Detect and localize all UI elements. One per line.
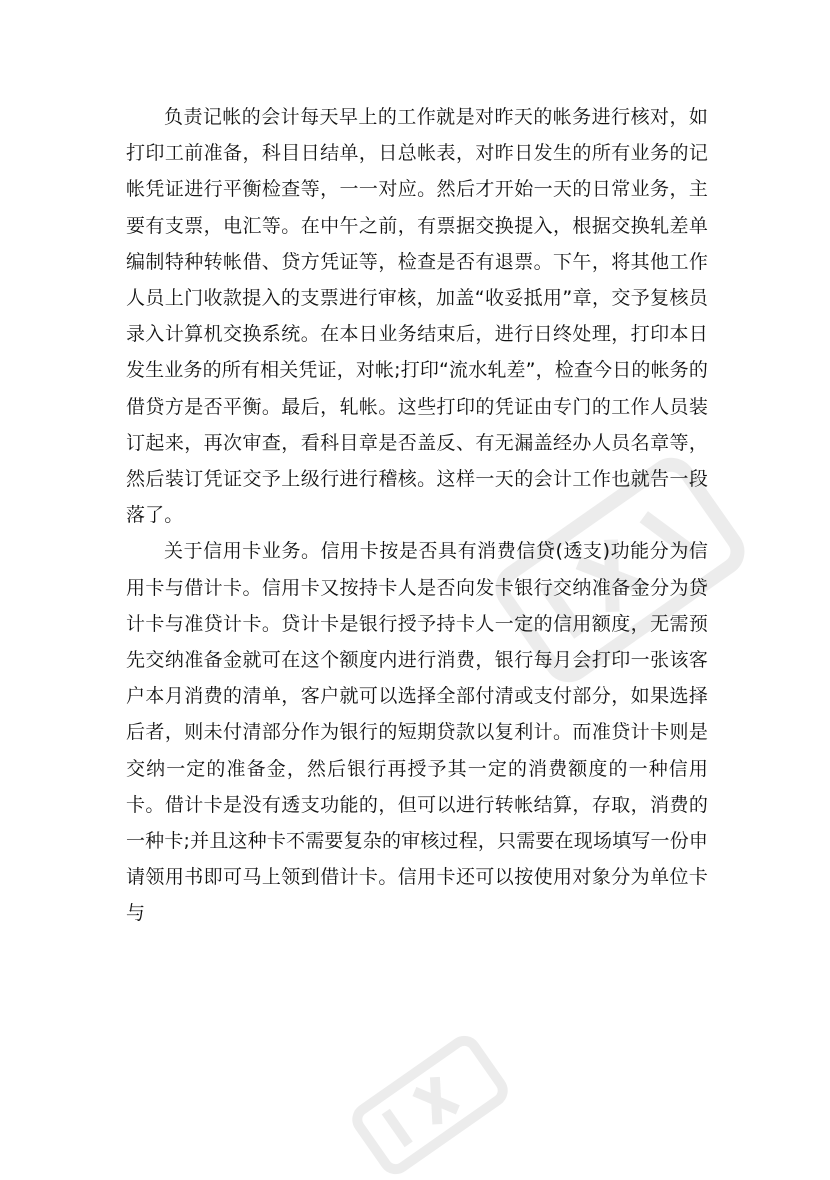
document-body <box>126 99 708 932</box>
paragraph-credit-card-business: 关于信用卡业务。信用卡按是否具有消费信贷(透支)功能分为信用卡与借计卡。信用卡又按持卡人是否向发卡银行交纳准备金分为贷计卡与准贷计卡。贷计卡是银行授予持卡人一定的信用额度，无需预先交纳准备金就可在这个额度内进行消费，银行每月会打印一张该客户本月消费的清单，客户就可以选择全部付清或支付部分，如果选择后者，则未付清部分作为银行的短期贷款以复利计。而准贷计卡则是交纳一定的准备金，然后银行再授予其一定的消费额度的一种信用卡。借计卡是没有透支功能的，但可以进行转帐结算，存取，消费的一种卡;并且这种卡不需要复杂的审核过程，只需要在现场填写一份申请领用书即可马上领到借计卡。信用卡还可以按使用对象分为单位卡与 <box>126 540 708 925</box>
watermark-logo-bottom <box>330 1030 530 1180</box>
paragraph-accounting-daily-work: 负责记帐的会计每天早上的工作就是对昨天的帐务进行核对，如打印工前准备，科目日结单，日总帐表，对昨日发生的所有业务的记帐凭证进行平衡检查等，一一对应。然后才开始一天的日常业务，主要有支票，电汇等。在中午之前，有票据交换提入，根据交换轧差单编制特种转帐借、贷方凭证等，检查是否有退票。下午，将其他工作人员上门收款提入的支票进行审核，加盖“收妥抵用”章，交予复核员录入计算机交换系统。在本日业务结束后，进行日终处理，打印本日发生业务的所有相关凭证，对帐;打印“流水轧差”，检查今日的帐务的借贷方是否平衡。最后，轧帐。这些打印的凭证由专门的工作人员装订起来，再次审查，看科目章是否盖反、有无漏盖经办人员名章等，然后装订凭证交予上级行进行稽核。这样一天的会计工作也就告一段落了。 <box>126 106 708 527</box>
